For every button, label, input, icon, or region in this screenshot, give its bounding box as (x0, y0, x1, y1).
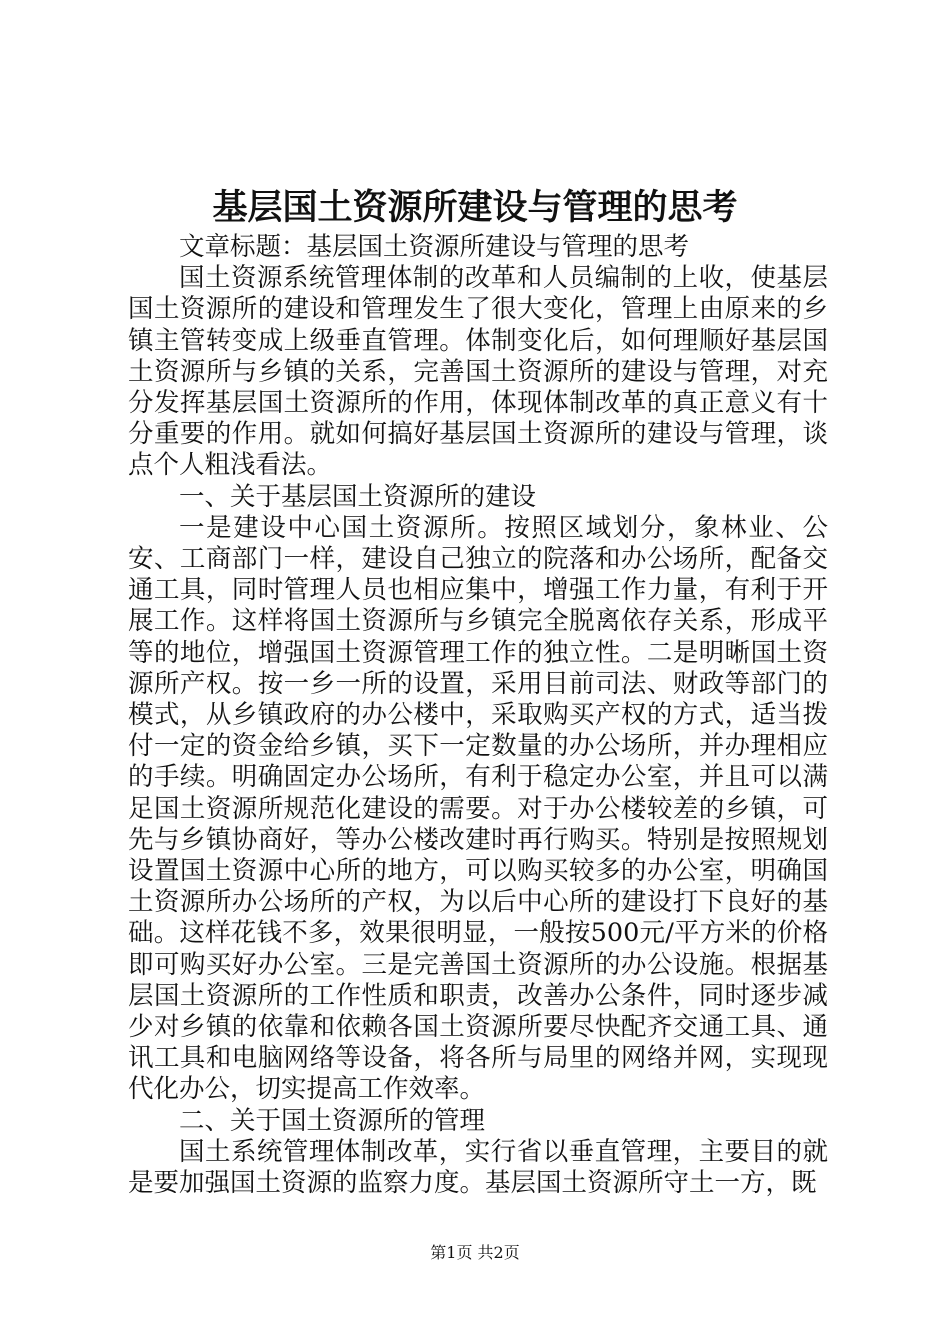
document-body (128, 232, 828, 1199)
section-heading-construction: 一、关于基层国土资源所的建设 (179, 481, 537, 512)
intro-paragraph: 国土资源系统管理体制的改革和人员编制的上收，使基层国土资源所的建设和管理发生了很大变化，管理上由原来的乡镇主管转变成上级垂直管理。体制变化后，如何理顺好基层国土资源所与乡镇的关系，完善国土资源所的建设与管理，对充分发挥基层国土资源所的作用，体现体制改革的真正意义有十分重要的作用。就如何搞好基层国土资源所的建设与管理，谈点个人粗浅看法。 (128, 263, 828, 481)
page-footer: 第1页 共2页 (430, 1243, 520, 1262)
construction-paragraph: 一是建设中心国土资源所。按照区域划分，象林业、公安、工商部门一样，建设自己独立的院落和办公场所，配备交通工具，同时管理人员也相应集中，增强工作力量，有利于开展工作。这样将国土资源所与乡镇完全脱离依存关系，形成平等的地位，增强国土资源管理工作的独立性。二是明晰国土资源所产权。按一乡一所的设置，采用目前司法、财政等部门的模式，从乡镇政府的办公楼中，采取购买产权的方式，适当拨付一定的资金给乡镇，买下一定数量的办公场所，并办理相应的手续。明确固定办公场所，有利于稳定办公室，并且可以满足国土资源所规范化建设的需要。对于办公楼较差的乡镇，可先与乡镇协商好，等办公楼改建时再行购买。特别是按照规划设置国土资源中心所的地方，可以购买较多的办公室，明确国土资源所办公场所的产权，为以后中心所的建设打下良好的基础。这样花钱不多，效果很明显，一般按500元/平方米的价格即可购买好办公室。三是完善国土资源所的办公设施。根据基层国土资源所的工作性质和职责，改善办公条件，同时逐步减少对乡镇的依靠和依赖各国土资源所要尽快配齐交通工具、通讯工具和电脑网络等设备，将各所与局里的网络并网，实现现代化办公，切实提高工作效率。 (128, 512, 828, 1105)
section-heading-management: 二、关于国土资源所的管理 (179, 1105, 486, 1136)
article-title-line: 文章标题：基层国土资源所建设与管理的思考 (179, 232, 690, 262)
document-title: 基层国土资源所建设与管理的思考 (212, 187, 738, 228)
management-paragraph: 国土系统管理体制改革，实行省以垂直管理，主要目的就是要加强国土资源的监察力度。基层国土资源所守土一方，既 (128, 1136, 828, 1199)
